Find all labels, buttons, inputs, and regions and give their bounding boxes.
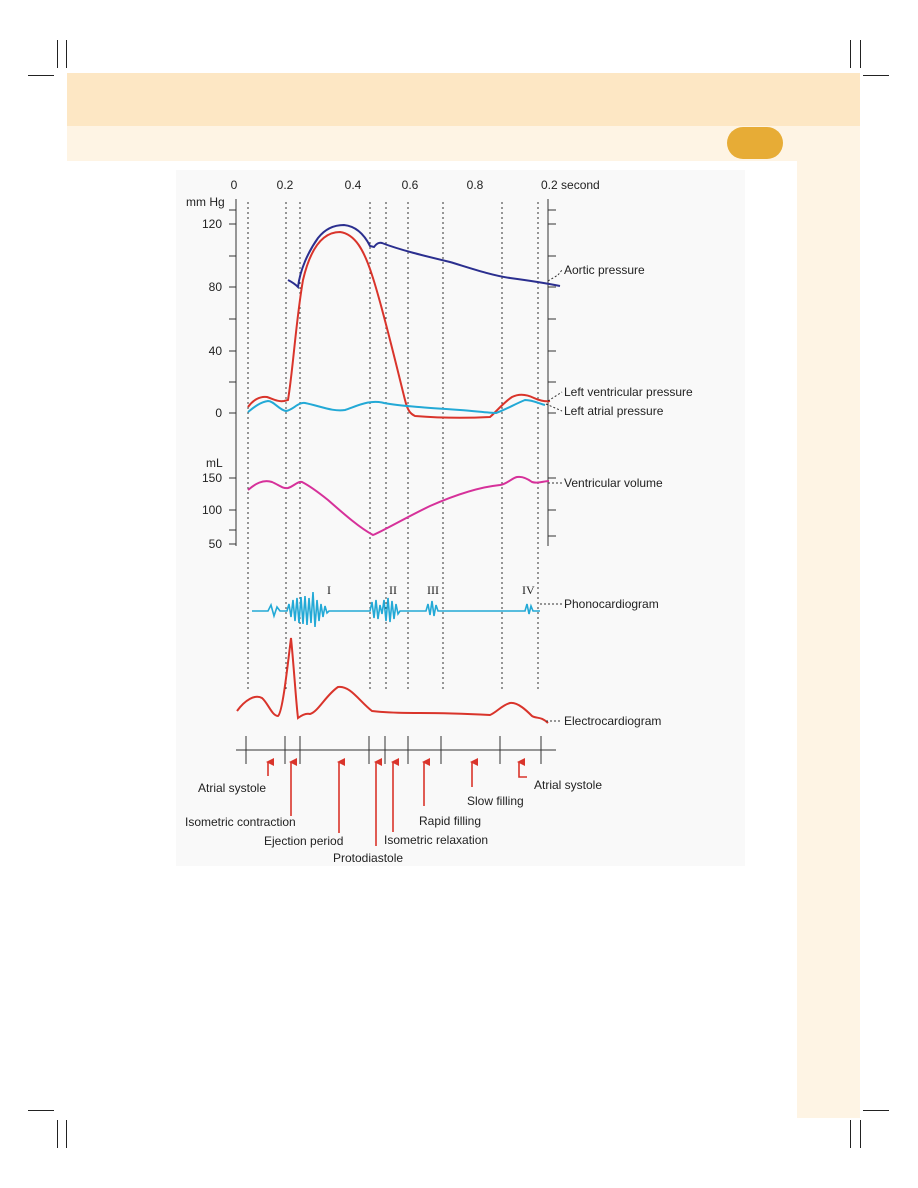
heart-sound-labels bbox=[327, 583, 535, 597]
ventricular-volume-label: Ventricular volume bbox=[564, 476, 663, 490]
time-tick-label: 0.6 bbox=[401, 178, 419, 192]
phase-axis bbox=[236, 736, 556, 764]
time-tick-label: 0.2 second bbox=[541, 178, 600, 192]
phase-label-protodiastole: Protodiastole bbox=[333, 851, 404, 865]
pressure-axis-labels bbox=[186, 195, 225, 420]
left-ventricular-pressure-curve bbox=[248, 232, 550, 418]
curve-labels bbox=[564, 263, 693, 728]
pressure-tick-label: 0 bbox=[215, 406, 222, 420]
time-tick-label: 0.4 bbox=[344, 178, 362, 192]
phase-label-slow-filling: Slow filling bbox=[467, 794, 524, 808]
left-atrial-pressure-label: Left atrial pressure bbox=[564, 404, 664, 418]
phase-label-isometric-contraction: Isometric contraction bbox=[185, 815, 296, 829]
left-ventricular-pressure-label: Left ventricular pressure bbox=[564, 385, 693, 399]
heart-sound-iv-label: IV bbox=[522, 583, 535, 597]
arrow-atrial-systole-2 bbox=[519, 762, 527, 777]
volume-tick-label: 150 bbox=[201, 471, 222, 485]
heart-sound-iii-label: III bbox=[427, 583, 439, 597]
phase-label-ejection-period: Ejection period bbox=[264, 834, 344, 848]
right-axis bbox=[548, 199, 556, 546]
pressure-axis-unit: mm Hg bbox=[186, 195, 225, 209]
curve-leaders bbox=[540, 270, 562, 721]
volume-tick-label: 50 bbox=[208, 537, 222, 551]
phase-label-rapid-filling: Rapid filling bbox=[419, 814, 482, 828]
ventricular-volume-curve bbox=[248, 477, 549, 535]
volume-axis-labels bbox=[202, 456, 223, 551]
time-axis bbox=[231, 178, 600, 192]
phase-label-atrial-systole: Atrial systole bbox=[198, 781, 267, 795]
phase-label-isometric-relaxation: Isometric relaxation bbox=[384, 833, 489, 847]
heart-sound-ii-label: II bbox=[389, 583, 397, 597]
heart-sound-i-label: I bbox=[327, 583, 331, 597]
phonocardiogram-curve bbox=[252, 592, 540, 627]
pressure-tick-label: 40 bbox=[208, 344, 222, 358]
time-tick-label: 0 bbox=[230, 178, 238, 192]
electrocardiogram-label: Electrocardiogram bbox=[564, 714, 662, 728]
volume-tick-label: 100 bbox=[201, 503, 222, 517]
pressure-tick-label: 80 bbox=[208, 280, 222, 294]
electrocardiogram-curve bbox=[237, 638, 548, 723]
time-tick-label: 0.2 bbox=[276, 178, 294, 192]
left-axis bbox=[229, 199, 236, 546]
volume-axis-unit: mL bbox=[206, 456, 223, 470]
phonocardiogram-label: Phonocardiogram bbox=[564, 597, 659, 611]
time-tick-label: 0.8 bbox=[466, 178, 484, 192]
pressure-tick-label: 120 bbox=[201, 217, 222, 231]
phase-label-atrial-systole: Atrial systole bbox=[534, 778, 603, 792]
aortic-pressure-label: Aortic pressure bbox=[564, 263, 645, 277]
